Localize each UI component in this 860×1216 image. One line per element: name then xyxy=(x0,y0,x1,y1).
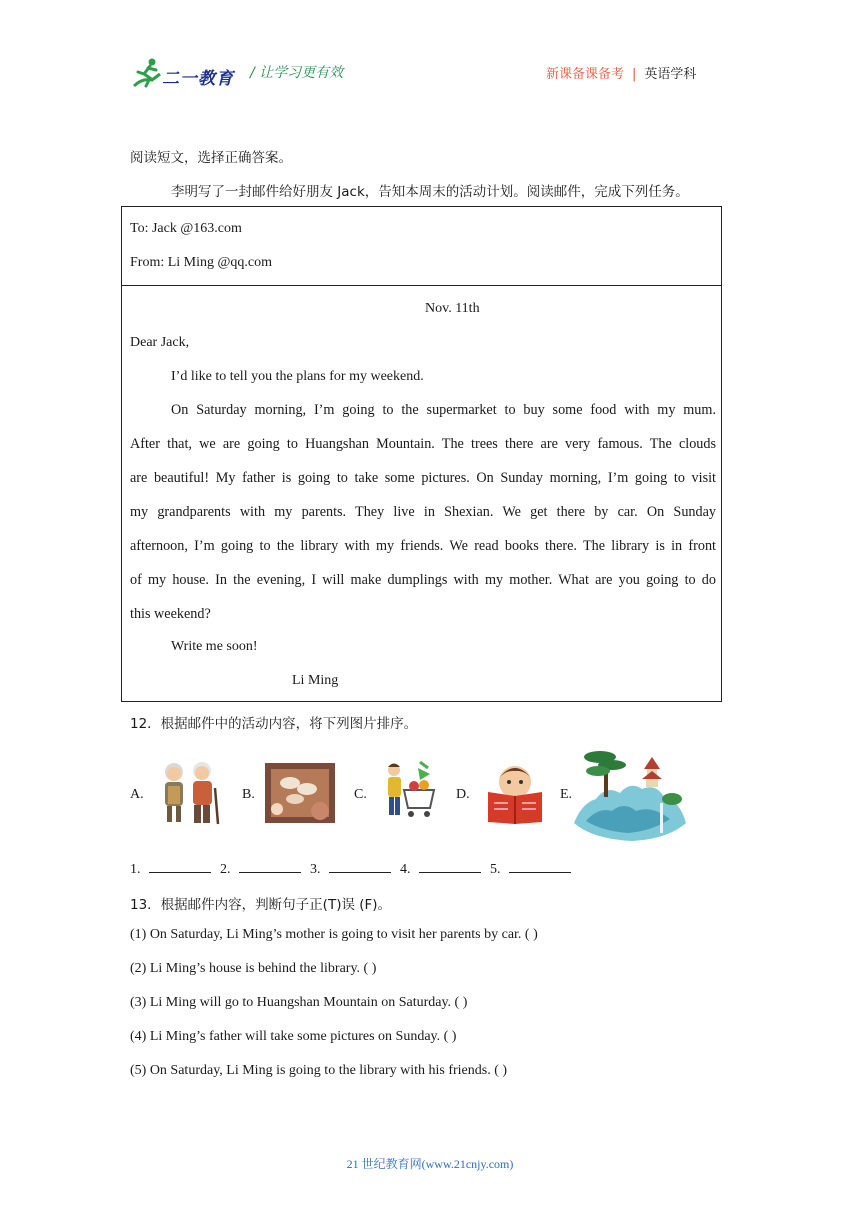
dumplings-icon xyxy=(265,763,335,823)
q12-answer-blanks xyxy=(130,860,577,878)
grandparents-icon xyxy=(156,758,222,826)
email-to: To: Jack @163.com xyxy=(130,221,242,236)
email-body-line: this weekend? xyxy=(130,606,211,622)
q13-item-3: (3) Li Ming will go to Huangshan Mountain on Saturday. ( ) xyxy=(130,995,468,1010)
shopping-cart-icon xyxy=(380,760,438,824)
answer-blank-5[interactable] xyxy=(509,860,571,873)
q13-title: 13．根据邮件内容，判断句子正(T)误 (F)。 xyxy=(130,897,392,913)
email-signature: Li Ming xyxy=(292,673,339,688)
email-greeting: Dear Jack, xyxy=(130,335,190,350)
dumplings-picture xyxy=(265,763,335,828)
email-body-line: After that, we are going to Huangshan Mountain. The trees there are very famous. The clouds xyxy=(130,436,716,452)
option-label-b: B. xyxy=(242,787,255,802)
header-separator: | xyxy=(632,67,637,82)
email-body-line: are beautiful! My father is going to take some pictures. On Sunday morning, I’m going to visit xyxy=(130,470,716,486)
email-body-line: afternoon, I’m going to the library with my friends. We read books there. The library is in front xyxy=(130,538,716,554)
q13-item-5: (5) On Saturday, Li Ming is going to the library with his friends. ( ) xyxy=(130,1063,508,1078)
shopping-picture xyxy=(380,760,438,829)
header-subject-label: 英语学科 xyxy=(644,67,697,82)
header-course-label: 新课备课备考 xyxy=(546,67,625,82)
email-body-line: of my house. In the evening, I will make dumplings with my mother. What are you going to do xyxy=(130,572,716,588)
mountain-picture xyxy=(572,743,688,848)
logo-text: 二一教育 xyxy=(162,69,234,89)
footer-link[interactable]: 21 世纪教育网(www.21cnjy.com) xyxy=(346,1157,514,1171)
answer-blank-3[interactable] xyxy=(329,860,391,873)
email-divider xyxy=(121,285,722,286)
email-from: From: Li Ming @qq.com xyxy=(130,255,273,270)
option-label-a: A. xyxy=(130,787,144,802)
intro: 李明写了一封邮件给好朋友 Jack，告知本周末的活动计划。阅读邮件，完成下列任务。 xyxy=(171,184,689,200)
option-label-c: C. xyxy=(354,787,367,802)
q13-item-1: (1) On Saturday, Li Ming’s mother is going to visit her parents by car. ( ) xyxy=(130,927,538,942)
answer-blank-4[interactable] xyxy=(419,860,481,873)
blank-label: 1. xyxy=(130,862,141,877)
blank-label: 5. xyxy=(490,862,501,877)
instruction: 阅读短文，选择正确答案。 xyxy=(130,150,292,166)
grandparents-picture xyxy=(156,758,222,831)
blank-label: 2. xyxy=(220,862,231,877)
blank-label: 4. xyxy=(400,862,411,877)
runner-logo-icon xyxy=(132,56,162,90)
reading-book-icon xyxy=(484,762,546,824)
q13-item-2: (2) Li Ming’s house is behind the library. ( ) xyxy=(130,961,377,976)
email-body xyxy=(130,393,716,631)
logo xyxy=(132,56,242,90)
answer-blank-2[interactable] xyxy=(239,860,301,873)
q13-item-4: (4) Li Ming’s father will take some pictures on Sunday. ( ) xyxy=(130,1029,457,1044)
blank-label: 3. xyxy=(310,862,321,877)
email-body-line: On Saturday morning, I’m going to the supermarket to buy some food with my mum. xyxy=(171,402,716,418)
q12-title: 12．根据邮件中的活动内容，将下列图片排序。 xyxy=(130,716,418,732)
answer-blank-1[interactable] xyxy=(149,860,211,873)
option-label-e: E. xyxy=(560,787,573,802)
slogan: / 让学习更有效 xyxy=(250,65,344,81)
mountain-icon xyxy=(572,743,688,843)
option-label-d: D. xyxy=(456,787,470,802)
email-closing: Write me soon! xyxy=(171,639,258,654)
header-subject xyxy=(546,63,696,82)
email-body-line: my grandparents with my parents. They live in Shexian. We get there by car. On Sunday xyxy=(130,504,716,520)
reading-picture xyxy=(484,762,546,829)
email-opening: I’d like to tell you the plans for my weekend. xyxy=(171,369,424,384)
email-date: Nov. 11th xyxy=(425,301,480,316)
